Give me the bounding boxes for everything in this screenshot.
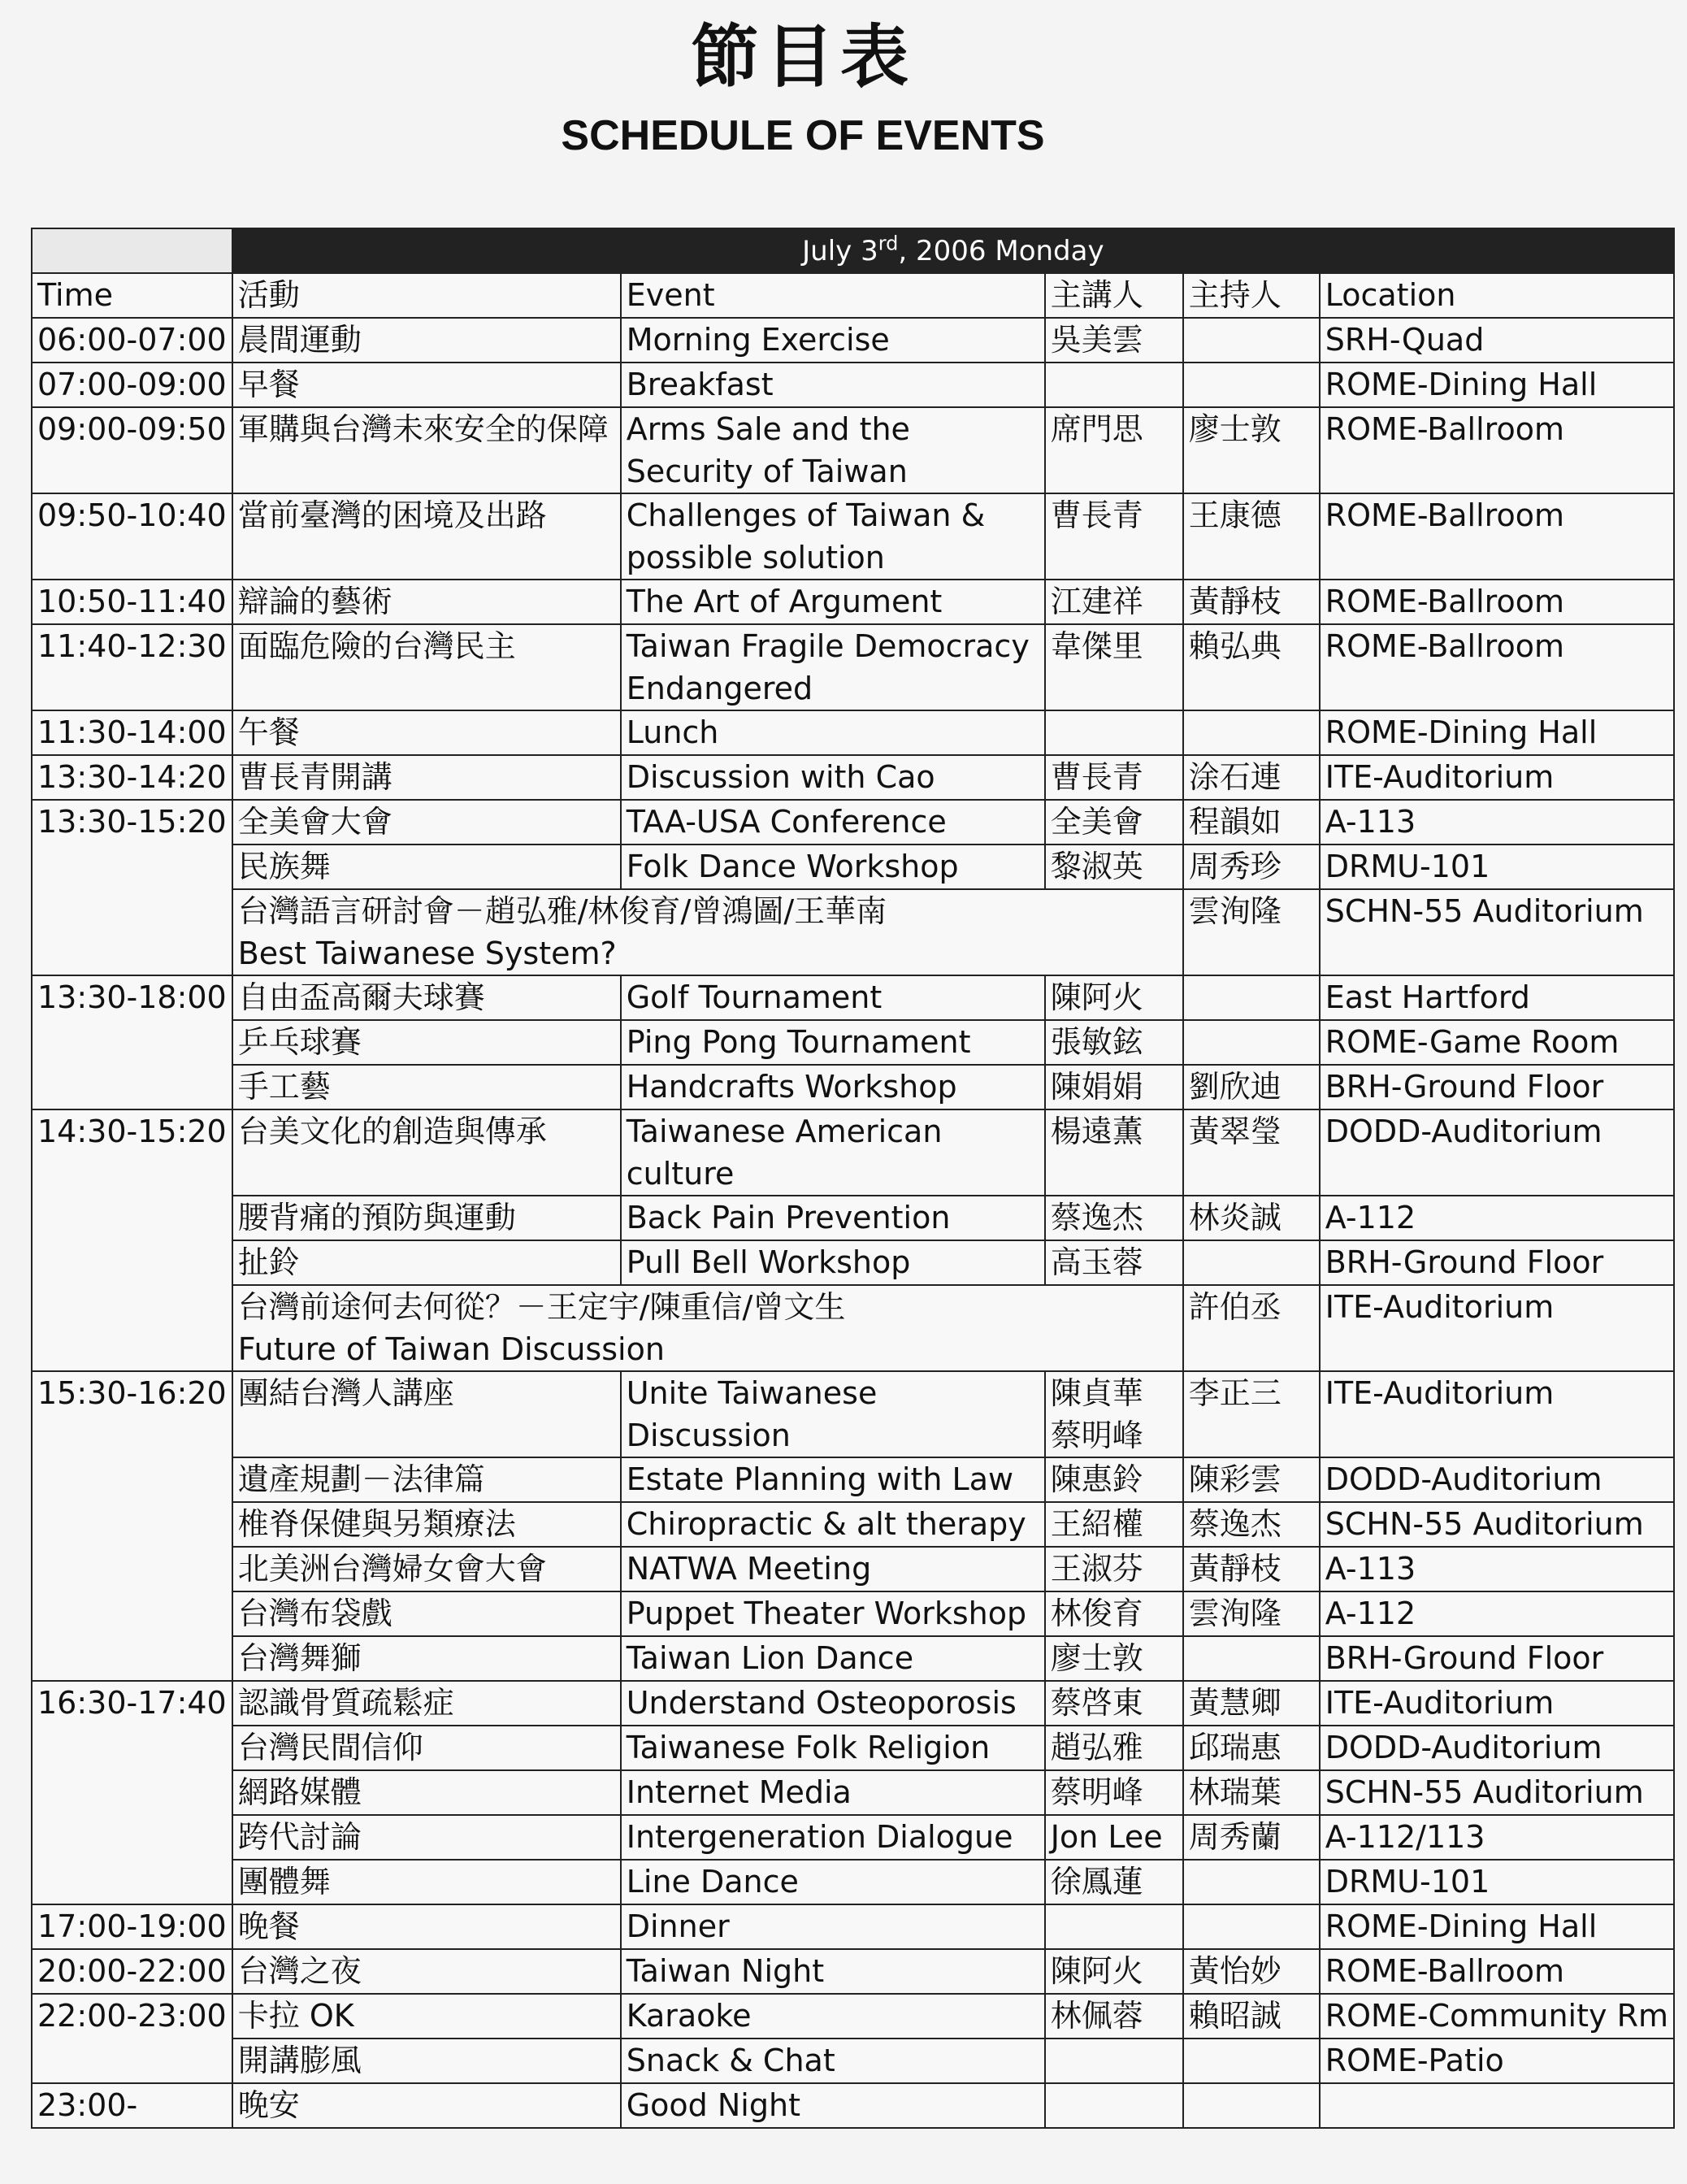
speaker-cell: [1045, 2083, 1183, 2128]
host-cell: 雲洵隆: [1183, 889, 1320, 975]
event-cell: Arms Sale and the Security of Taiwan: [621, 407, 1045, 493]
table-row: [32, 1020, 1674, 1065]
activity-cell: 手工藝: [232, 1065, 621, 1109]
time-cell: 09:00-09:50: [32, 407, 232, 493]
table-row: [32, 1949, 1674, 1994]
time-cell: [32, 1020, 232, 1065]
speaker-cell: 林俊育: [1045, 1591, 1183, 1636]
event-title: Future of Taiwan Discussion: [237, 1331, 665, 1367]
table-row: [32, 1591, 1674, 1636]
page-title: SCHEDULE OF EVENTS: [561, 112, 1045, 159]
location-cell: DODD-Auditorium: [1320, 1457, 1674, 1502]
speaker-cell: 陳惠鈴: [1045, 1457, 1183, 1502]
speaker-cell: [1045, 1904, 1183, 1949]
table-row: [32, 407, 1674, 493]
host-cell: 林炎誠: [1183, 1196, 1320, 1240]
host-cell: [1183, 710, 1320, 755]
table-row: [32, 845, 1674, 889]
location-cell: East Hartford: [1320, 975, 1674, 1020]
speaker-cell: 王紹權: [1045, 1502, 1183, 1547]
speaker-cell: [1045, 2039, 1183, 2083]
speaker-cell: 黎淑英: [1045, 845, 1183, 889]
location-cell: [1320, 2083, 1674, 2128]
location-cell: DODD-Auditorium: [1320, 1109, 1674, 1196]
event-cell: Discussion with Cao: [621, 755, 1045, 800]
time-cell: [32, 1636, 232, 1681]
time-cell: 16:30-17:40: [32, 1681, 232, 1726]
table-row: [32, 1770, 1674, 1815]
activity-cell: 民族舞: [232, 845, 621, 889]
speaker-cell: Jon Lee: [1045, 1815, 1183, 1860]
table-row: [32, 1109, 1674, 1196]
time-cell: [32, 1065, 232, 1109]
location-cell: SCHN-55 Auditorium: [1320, 889, 1674, 975]
activity-title: 台灣前途何去何從？－王定宇/陳重信/曾文生: [237, 1289, 846, 1325]
activity-cell: 認識骨質疏鬆症: [232, 1681, 621, 1726]
location-cell: A-112: [1320, 1196, 1674, 1240]
activity-cell: 台灣之夜: [232, 1949, 621, 1994]
event-cell: Breakfast: [621, 363, 1045, 407]
time-cell: [32, 1726, 232, 1770]
time-cell: 11:30-14:00: [32, 710, 232, 755]
speaker-cell: 林佩蓉: [1045, 1994, 1183, 2039]
table-row: [32, 1681, 1674, 1726]
event-cell: TAA-USA Conference: [621, 800, 1045, 845]
host-cell: [1183, 318, 1320, 363]
speaker-cell: [1045, 363, 1183, 407]
activity-cell: 自由盃高爾夫球賽: [232, 975, 621, 1020]
table-row: [32, 1815, 1674, 1860]
time-cell: 22:00-23:00: [32, 1994, 232, 2039]
speaker-cell: 徐鳳蓮: [1045, 1860, 1183, 1904]
event-cell: Ping Pong Tournament: [621, 1020, 1045, 1065]
table-row: [32, 1904, 1674, 1949]
activity-cell: 晚餐: [232, 1904, 621, 1949]
activity-cell: 面臨危險的台灣民主: [232, 624, 621, 710]
location-cell: ITE-Auditorium: [1320, 1681, 1674, 1726]
column-header-location: Location: [1320, 273, 1674, 318]
host-cell: 王康德: [1183, 493, 1320, 580]
host-cell: [1183, 1636, 1320, 1681]
event-cell: Understand Osteoporosis: [621, 1681, 1045, 1726]
event-cell: Taiwan Fragile Democracy Endangered: [621, 624, 1045, 710]
event-cell: Taiwan Night: [621, 1949, 1045, 1994]
event-cell: Lunch: [621, 710, 1045, 755]
location-cell: ROME-Community Rm: [1320, 1994, 1674, 2039]
event-cell: Good Night: [621, 2083, 1045, 2128]
column-header-time: Time: [32, 273, 232, 318]
host-cell: [1183, 1240, 1320, 1285]
speaker-cell: 趙弘雅: [1045, 1726, 1183, 1770]
table-row: [32, 1285, 1674, 1371]
time-cell: [32, 1770, 232, 1815]
table-row: [32, 2039, 1674, 2083]
location-cell: SCHN-55 Auditorium: [1320, 1770, 1674, 1815]
table-row: [32, 800, 1674, 845]
location-cell: ROME-Dining Hall: [1320, 1904, 1674, 1949]
host-cell: [1183, 2083, 1320, 2128]
host-cell: 蔡逸杰: [1183, 1502, 1320, 1547]
event-cell: Puppet Theater Workshop: [621, 1591, 1045, 1636]
table-row: [32, 1457, 1674, 1502]
host-cell: 黃靜枝: [1183, 580, 1320, 624]
speaker-cell: 蔡啓東: [1045, 1681, 1183, 1726]
header-corner: [32, 228, 232, 273]
speaker-cell: 全美會: [1045, 800, 1183, 845]
host-cell: [1183, 975, 1320, 1020]
activity-cell: 遺產規劃－法律篇: [232, 1457, 621, 1502]
activity-cell: 台美文化的創造與傳承: [232, 1109, 621, 1196]
activity-cell: 當前臺灣的困境及出路: [232, 493, 621, 580]
time-cell: 23:00-: [32, 2083, 232, 2128]
time-cell: [32, 889, 232, 975]
host-cell: [1183, 1860, 1320, 1904]
time-cell: 20:00-22:00: [32, 1949, 232, 1994]
speaker-cell: 楊遠薫: [1045, 1109, 1183, 1196]
page-title-chinese: 節目表: [690, 17, 915, 97]
activity-cell: 午餐: [232, 710, 621, 755]
host-cell: 林瑞葉: [1183, 1770, 1320, 1815]
speaker-cell: 高玉蓉: [1045, 1240, 1183, 1285]
speaker-cell: 陳阿火: [1045, 975, 1183, 1020]
time-cell: [32, 1547, 232, 1591]
location-cell: A-112: [1320, 1591, 1674, 1636]
table-row: [32, 1726, 1674, 1770]
event-cell: Taiwanese Folk Religion: [621, 1726, 1045, 1770]
time-cell: [32, 1860, 232, 1904]
time-cell: [32, 1196, 232, 1240]
table-row: [32, 710, 1674, 755]
speaker-cell: 席門思: [1045, 407, 1183, 493]
time-cell: 14:30-15:20: [32, 1109, 232, 1196]
host-cell: [1183, 1904, 1320, 1949]
event-cell: Snack & Chat: [621, 2039, 1045, 2083]
activity-cell: 晚安: [232, 2083, 621, 2128]
event-title: Best Taiwanese System?: [237, 936, 617, 971]
speaker-cell: 陳貞華 蔡明峰: [1045, 1371, 1183, 1457]
activity-cell: 台灣舞獅: [232, 1636, 621, 1681]
table-row: [32, 363, 1674, 407]
activity-cell: 全美會大會: [232, 800, 621, 845]
location-cell: ROME-Patio: [1320, 2039, 1674, 2083]
location-cell: ROME-Ballroom: [1320, 624, 1674, 710]
table-row: [32, 624, 1674, 710]
host-cell: 廖士敦: [1183, 407, 1320, 493]
activity-cell: 卡拉 OK: [232, 1994, 621, 2039]
activity-cell: 扯鈴: [232, 1240, 621, 1285]
event-cell: Karaoke: [621, 1994, 1045, 2039]
location-cell: A-112/113: [1320, 1815, 1674, 1860]
time-cell: 06:00-07:00: [32, 318, 232, 363]
activity-title: 台灣語言研討會－趙弘雅/林俊育/曾鴻圖/王華南: [237, 893, 887, 929]
time-cell: [32, 1591, 232, 1636]
column-header-activity: 活動: [232, 273, 621, 318]
column-header-event: Event: [621, 273, 1045, 318]
time-cell: [32, 2039, 232, 2083]
event-cell: Intergeneration Dialogue: [621, 1815, 1045, 1860]
host-cell: [1183, 2039, 1320, 2083]
host-cell: 邱瑞惠: [1183, 1726, 1320, 1770]
activity-cell: 網路媒體: [232, 1770, 621, 1815]
host-cell: 雲洵隆: [1183, 1591, 1320, 1636]
location-cell: ROME-Game Room: [1320, 1020, 1674, 1065]
activity-cell: [232, 889, 1183, 975]
time-cell: 11:40-12:30: [32, 624, 232, 710]
activity-cell: 北美洲台灣婦女會大會: [232, 1547, 621, 1591]
host-cell: 黃慧卿: [1183, 1681, 1320, 1726]
activity-cell: 跨代討論: [232, 1815, 621, 1860]
table-row: [32, 1240, 1674, 1285]
time-cell: 07:00-09:00: [32, 363, 232, 407]
column-header-speaker: 主講人: [1045, 273, 1183, 318]
event-cell: Handcrafts Workshop: [621, 1065, 1045, 1109]
location-cell: ITE-Auditorium: [1320, 755, 1674, 800]
activity-cell: [232, 1285, 1183, 1371]
event-cell: Challenges of Taiwan & possible solution: [621, 493, 1045, 580]
activity-cell: 腰背痛的預防與運動: [232, 1196, 621, 1240]
table-row: [32, 1371, 1674, 1457]
table-row: [32, 1636, 1674, 1681]
speaker-cell: 廖士敦: [1045, 1636, 1183, 1681]
location-cell: A-113: [1320, 800, 1674, 845]
event-cell: The Art of Argument: [621, 580, 1045, 624]
speaker-cell: 曹長青: [1045, 755, 1183, 800]
table-row: [32, 975, 1674, 1020]
location-cell: A-113: [1320, 1547, 1674, 1591]
location-cell: ITE-Auditorium: [1320, 1285, 1674, 1371]
location-cell: ROME-Dining Hall: [1320, 710, 1674, 755]
speaker-cell: 吳美雲: [1045, 318, 1183, 363]
event-cell: Unite Taiwanese Discussion: [621, 1371, 1045, 1457]
speaker-cell: 王淑芬: [1045, 1547, 1183, 1591]
time-cell: 15:30-16:20: [32, 1371, 232, 1457]
column-header-host: 主持人: [1183, 273, 1320, 318]
date-header: July 3rd, 2006 Monday: [232, 228, 1674, 273]
event-cell: Folk Dance Workshop: [621, 845, 1045, 889]
activity-cell: 曹長青開講: [232, 755, 621, 800]
host-cell: [1183, 1020, 1320, 1065]
host-cell: 周秀蘭: [1183, 1815, 1320, 1860]
table-row: [32, 1547, 1674, 1591]
location-cell: BRH-Ground Floor: [1320, 1636, 1674, 1681]
location-cell: SRH-Quad: [1320, 318, 1674, 363]
event-cell: Chiropractic & alt therapy: [621, 1502, 1045, 1547]
time-cell: 13:30-14:20: [32, 755, 232, 800]
location-cell: ROME-Ballroom: [1320, 407, 1674, 493]
host-cell: 李正三: [1183, 1371, 1320, 1457]
event-cell: NATWA Meeting: [621, 1547, 1045, 1591]
speaker-cell: [1045, 710, 1183, 755]
activity-cell: 晨間運動: [232, 318, 621, 363]
event-cell: Golf Tournament: [621, 975, 1045, 1020]
location-cell: DRMU-101: [1320, 845, 1674, 889]
speaker-cell: 江建祥: [1045, 580, 1183, 624]
speaker-cell: 陳娟娟: [1045, 1065, 1183, 1109]
location-cell: DRMU-101: [1320, 1860, 1674, 1904]
activity-cell: 早餐: [232, 363, 621, 407]
time-cell: [32, 1285, 232, 1371]
activity-cell: 團體舞: [232, 1860, 621, 1904]
time-cell: [32, 1240, 232, 1285]
table-row: [32, 755, 1674, 800]
table-row: [32, 493, 1674, 580]
location-cell: DODD-Auditorium: [1320, 1726, 1674, 1770]
location-cell: ROME-Ballroom: [1320, 1949, 1674, 1994]
host-cell: 黃怡妙: [1183, 1949, 1320, 1994]
table-row: [32, 889, 1674, 975]
activity-cell: 辯論的藝術: [232, 580, 621, 624]
host-cell: 涂石連: [1183, 755, 1320, 800]
table-row: [32, 1502, 1674, 1547]
speaker-cell: 張敏鉉: [1045, 1020, 1183, 1065]
location-cell: ROME-Ballroom: [1320, 580, 1674, 624]
table-row: [32, 580, 1674, 624]
time-cell: [32, 1457, 232, 1502]
activity-cell: 軍購與台灣未來安全的保障: [232, 407, 621, 493]
host-cell: 周秀珍: [1183, 845, 1320, 889]
activity-cell: 台灣布袋戲: [232, 1591, 621, 1636]
host-cell: 程韻如: [1183, 800, 1320, 845]
speaker-cell: 蔡明峰: [1045, 1770, 1183, 1815]
event-cell: Internet Media: [621, 1770, 1045, 1815]
host-cell: 黃靜枝: [1183, 1547, 1320, 1591]
activity-cell: 開講膨風: [232, 2039, 621, 2083]
table-row: [32, 2083, 1674, 2128]
activity-cell: 台灣民間信仰: [232, 1726, 621, 1770]
speaker-cell: 陳阿火: [1045, 1949, 1183, 1994]
host-cell: 陳彩雲: [1183, 1457, 1320, 1502]
event-cell: Dinner: [621, 1904, 1045, 1949]
location-cell: BRH-Ground Floor: [1320, 1065, 1674, 1109]
event-cell: Estate Planning with Law: [621, 1457, 1045, 1502]
event-cell: Taiwanese American culture: [621, 1109, 1045, 1196]
speaker-cell: 曹長青: [1045, 493, 1183, 580]
host-cell: 賴弘典: [1183, 624, 1320, 710]
location-cell: SCHN-55 Auditorium: [1320, 1502, 1674, 1547]
event-cell: Back Pain Prevention: [621, 1196, 1045, 1240]
table-row: [32, 1994, 1674, 2039]
time-cell: 09:50-10:40: [32, 493, 232, 580]
time-cell: 10:50-11:40: [32, 580, 232, 624]
location-cell: ROME-Dining Hall: [1320, 363, 1674, 407]
host-cell: 許伯丞: [1183, 1285, 1320, 1371]
time-cell: 17:00-19:00: [32, 1904, 232, 1949]
time-cell: [32, 1815, 232, 1860]
schedule-table: [31, 228, 1675, 2129]
event-cell: Taiwan Lion Dance: [621, 1636, 1045, 1681]
table-row: [32, 318, 1674, 363]
table-row: [32, 1196, 1674, 1240]
table-row: [32, 1065, 1674, 1109]
host-cell: 黃翠瑩: [1183, 1109, 1320, 1196]
host-cell: 賴昭誠: [1183, 1994, 1320, 2039]
host-cell: 劉欣迪: [1183, 1065, 1320, 1109]
event-cell: Pull Bell Workshop: [621, 1240, 1045, 1285]
time-cell: [32, 1502, 232, 1547]
event-cell: Morning Exercise: [621, 318, 1045, 363]
event-cell: Line Dance: [621, 1860, 1045, 1904]
speaker-cell: 蔡逸杰: [1045, 1196, 1183, 1240]
location-cell: ITE-Auditorium: [1320, 1371, 1674, 1457]
time-cell: [32, 845, 232, 889]
activity-cell: 乒乓球賽: [232, 1020, 621, 1065]
time-cell: 13:30-15:20: [32, 800, 232, 845]
host-cell: [1183, 363, 1320, 407]
activity-cell: 椎脊保健與另類療法: [232, 1502, 621, 1547]
time-cell: 13:30-18:00: [32, 975, 232, 1020]
location-cell: ROME-Ballroom: [1320, 493, 1674, 580]
location-cell: BRH-Ground Floor: [1320, 1240, 1674, 1285]
activity-cell: 團結台灣人講座: [232, 1371, 621, 1457]
speaker-cell: 韋傑里: [1045, 624, 1183, 710]
table-row: [32, 1860, 1674, 1904]
